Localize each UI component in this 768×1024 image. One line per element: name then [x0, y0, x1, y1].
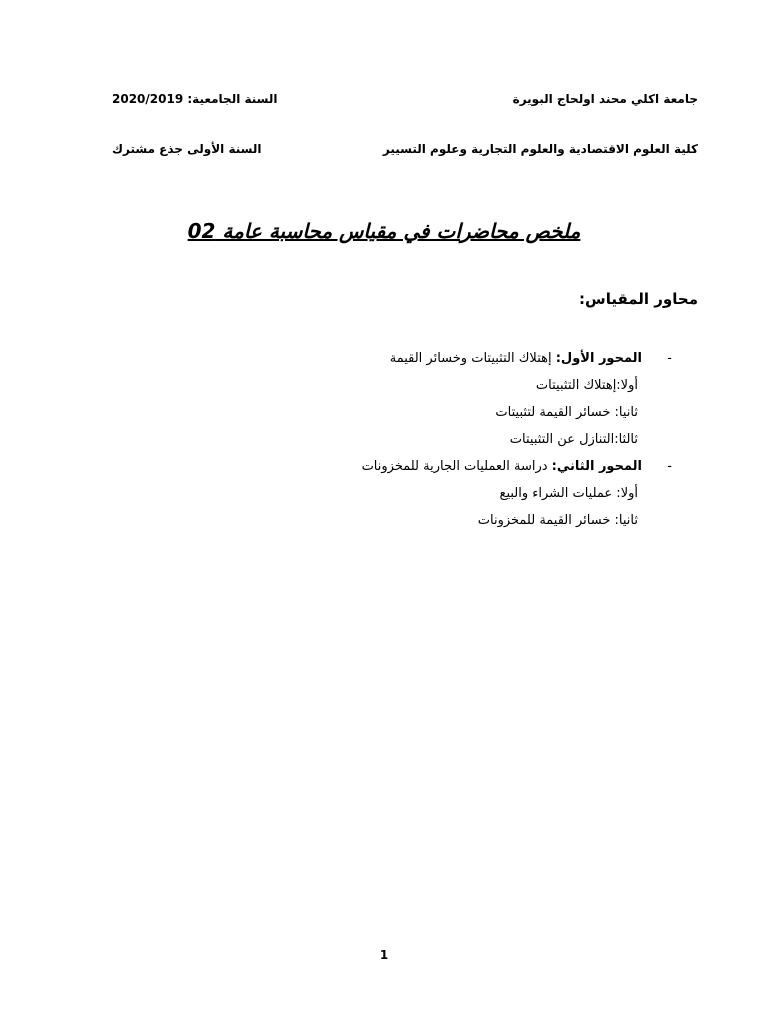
list-item: ثالثا:التنازل عن التثبيتات	[509, 432, 638, 447]
section-heading: محاور المقياس:	[579, 290, 698, 308]
document-title: ملخص محاضرات في مقياس محاسبة عامة 02	[187, 219, 581, 243]
list-item: ثانيا: خسائر القيمة للمخزونات	[477, 513, 638, 528]
list-item: أولا:إهتلاك التثبيتات	[535, 378, 638, 393]
faculty-name: كلية العلوم الاقتصادية والعلوم التجارية وعلوم التسيير	[382, 142, 698, 156]
bullet-dash: -	[667, 351, 672, 366]
axis-2	[362, 459, 672, 474]
study-level: السنة الأولى جذع مشترك	[112, 142, 262, 156]
university-name: جامعة اكلي محند اولحاج البويرة	[512, 92, 698, 106]
list-item: ثانيا: خسائر القيمة لتثبيتات	[495, 405, 638, 420]
list-item: أولا: عمليات الشراء والبيع	[499, 486, 638, 501]
axis-label: المحور الثاني:	[551, 459, 642, 474]
axis-1	[390, 351, 672, 366]
page-number: 1	[379, 948, 389, 962]
academic-year: السنة الجامعية: 2020/2019	[112, 92, 278, 106]
axis-label: المحور الأول:	[555, 351, 642, 366]
bullet-dash: -	[667, 459, 672, 474]
axis-text: إهتلاك التثبيتات وخسائر القيمة	[389, 351, 556, 366]
axis-text: دراسة العمليات الجارية للمخزونات	[361, 459, 552, 474]
